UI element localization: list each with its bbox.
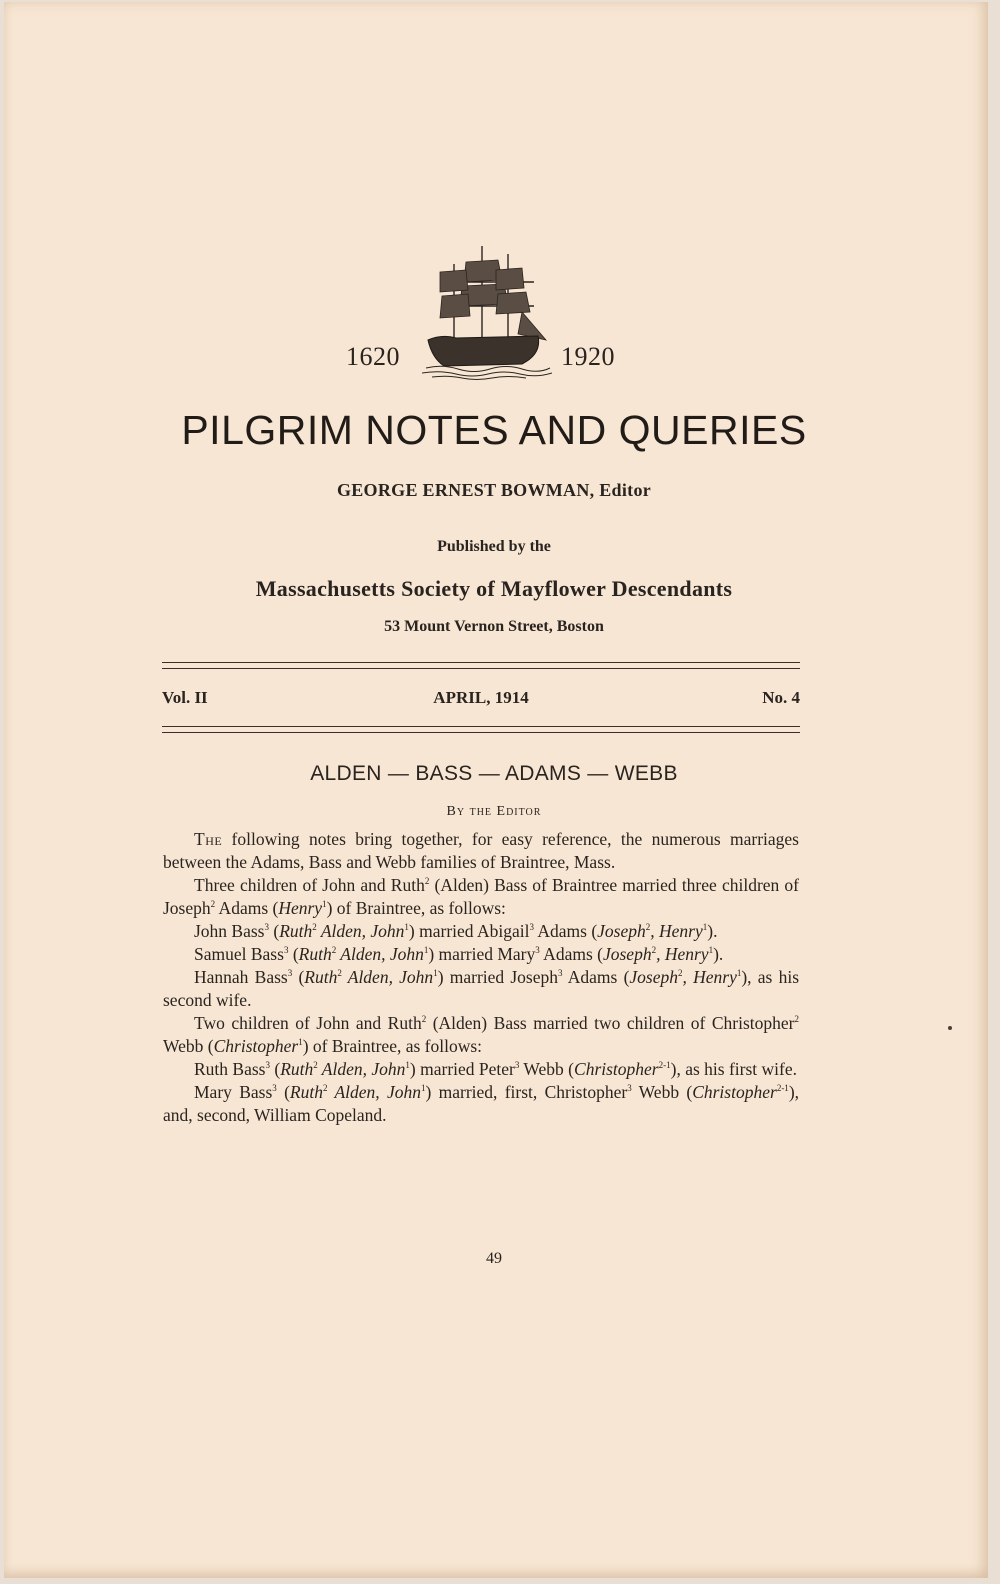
divider-top-2 (162, 668, 800, 669)
divider-bottom-2 (162, 732, 800, 733)
published-by: Published by the (437, 538, 551, 555)
article-body (163, 828, 799, 1127)
year-left: 1620 (346, 342, 400, 371)
article-byline: By the Editor (446, 804, 542, 819)
editor-line: GEORGE ERNEST BOWMAN, Editor (336, 480, 652, 500)
paragraph-ruth-bass: Ruth Bass$^3$ (Ruth$^2$ Alden, John$^1$) married Peter$^3$ Webb (Christopher$^{2-1}$), as his first wife. (194, 1059, 797, 1079)
paper-speck (948, 1026, 952, 1030)
intro-text: following notes bring together, for easy reference, the numerous marriages between the Adams, Bass and Webb families of Braintree, Mass. (163, 829, 799, 872)
journal-title: PILGRIM NOTES AND QUERIES (181, 407, 807, 453)
society-name: Massachusetts Society of Mayflower Descendants (255, 576, 733, 601)
ship-icon (422, 242, 552, 380)
masthead-emblem (4, 242, 988, 382)
divider-bottom-1 (162, 726, 800, 727)
divider-top-1 (162, 662, 800, 663)
paragraph-adams-intro: Three children of John and Ruth$^2$ (Alden) Bass of Braintree married three children of Joseph$^2$ Adams (Henry$^1$) of Braintree, as follows: (163, 875, 800, 918)
year-right: 1920 (561, 342, 615, 371)
society-address: 53 Mount Vernon Street, Boston (384, 618, 604, 635)
drop-lead: The (194, 829, 223, 849)
issue-number: No. 4 (762, 688, 800, 707)
paragraph-hannah-bass: Hannah Bass$^3$ (Ruth$^2$ Alden, John$^1$) married Joseph$^3$ Adams (Joseph$^2$, Henry$^1$), as his second wife. (163, 967, 800, 1010)
paragraph-intro (163, 828, 799, 874)
article-title: ALDEN — BASS — ADAMS — WEBB (310, 762, 678, 785)
page-number: 49 (486, 1250, 502, 1267)
paragraph-mary-bass: Mary Bass$^3$ (Ruth$^2$ Alden, John$^1$) married, first, Christopher$^3$ Webb (Christopher$^{2-1}$), and, second, William Copeland. (163, 1082, 800, 1125)
issue-info (162, 688, 800, 712)
paragraph-john-bass: John Bass$^3$ (Ruth$^2$ Alden, John$^1$) married Abigail$^3$ Adams (Joseph$^2$, Henry$^1$). (194, 921, 718, 941)
document-page (4, 2, 988, 1578)
paragraph-samuel-bass: Samuel Bass$^3$ (Ruth$^2$ Alden, John$^1$) married Mary$^3$ Adams (Joseph$^2$, Henry$^1$). (194, 944, 724, 964)
volume: Vol. II (162, 688, 208, 707)
paragraph-webb-intro: Two children of John and Ruth$^2$ (Alden) Bass married two children of Christopher$^2$ Webb (Christopher$^1$) of Braintree, as follows: (163, 1013, 799, 1056)
issue-date: APRIL, 1914 (433, 688, 529, 707)
